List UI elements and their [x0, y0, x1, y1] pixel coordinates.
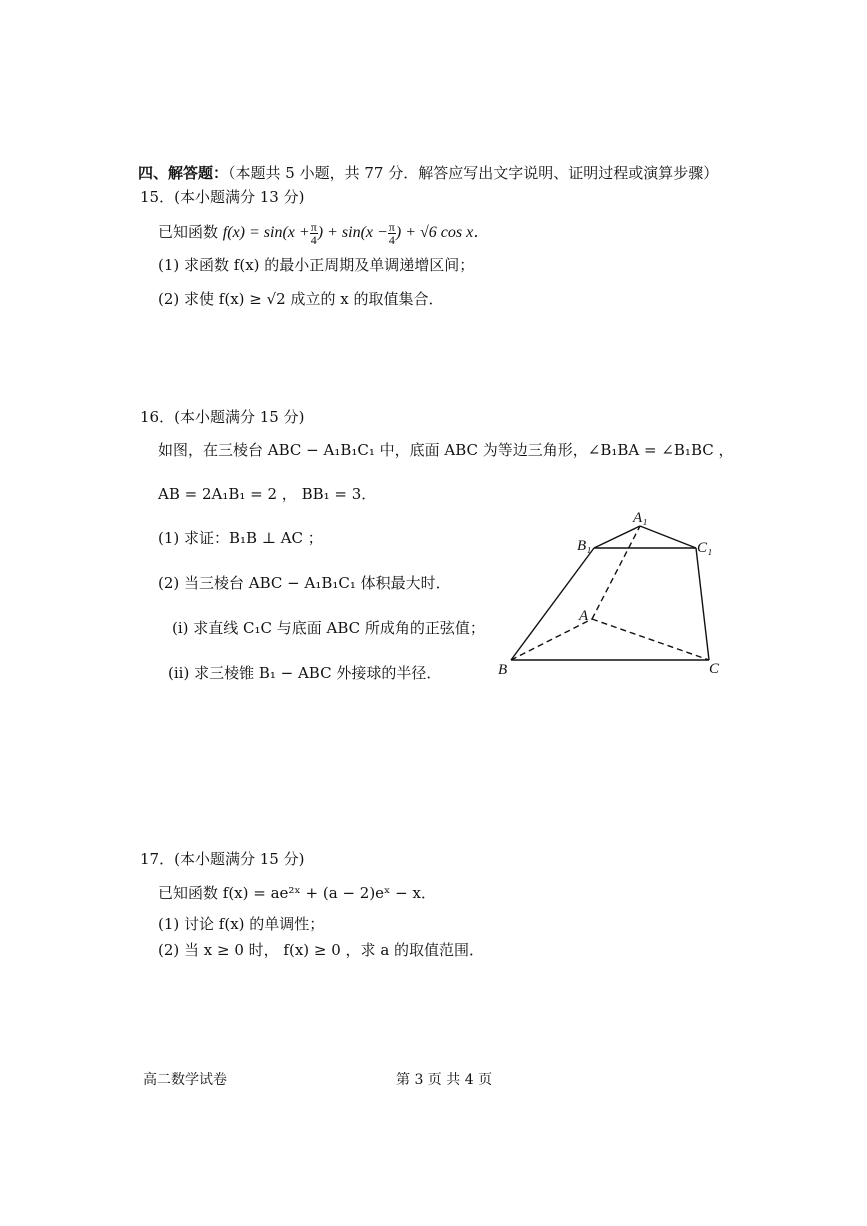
q15-frac-1 — [310, 221, 318, 246]
label-A: A — [579, 608, 589, 624]
q16-title: 16．(本小题满分 15 分) — [140, 408, 305, 426]
label-A1: A₁ — [633, 510, 648, 526]
frustum-diagram — [490, 508, 730, 680]
label-C: C — [709, 661, 720, 677]
frustum-figure — [490, 508, 730, 680]
q16-part-2-ii: (ii) 求三棱锥 B₁ − ABC 外接球的半径． — [168, 664, 442, 682]
section-header — [138, 163, 718, 183]
q15-stem — [158, 218, 489, 247]
edge-AC-hidden — [592, 619, 709, 660]
footer-page-number: 第 3 页 共 4 页 — [396, 1072, 493, 1088]
frac-denominator: 4 — [388, 232, 395, 247]
q16-part-1: (1) 求证：B₁B ⊥ AC ； — [158, 529, 323, 547]
q15-part-2: (2) 求使 f(x) ≥ √2 成立的 x 的取值集合． — [158, 290, 444, 308]
q15-title: 15．(本小题满分 13 分) — [140, 188, 305, 206]
section-heading: 四、解答题： — [138, 164, 229, 182]
q17-part-2: (2) 当 x ≥ 0 时， f(x) ≥ 0 ，求 a 的取值范围． — [158, 941, 485, 959]
label-B: B — [498, 662, 508, 678]
q16-stem-2: AB = 2A₁B₁ = 2 ， BB₁ = 3． — [158, 485, 377, 503]
q16-part-2-i: (i) 求直线 C₁C 与底面 ABC 所成角的正弦值； — [172, 619, 485, 637]
q17-part-1: (1) 讨论 f(x) 的单调性； — [158, 915, 325, 933]
frac-numerator: π — [310, 219, 317, 234]
label-C1: C₁ — [697, 540, 713, 556]
q16-stem-1: 如图，在三棱台 ABC − A₁B₁C₁ 中，底面 ABC 为等边三角形，∠B₁BA = ∠B₁BC ， — [158, 441, 734, 459]
edge-B1A1 — [594, 526, 640, 548]
footer-title: 高二数学试卷 — [143, 1072, 227, 1088]
q17-stem: 已知函数 f(x) = ae²ˣ + (a − 2)eˣ − x． — [158, 884, 436, 902]
section-note: （本题共 5 小题，共 77 分．解答应写出文字说明、证明过程或演算步骤） — [228, 164, 719, 182]
edge-A1C1 — [640, 526, 696, 548]
edge-AA1-hidden — [592, 526, 640, 619]
frac-denominator: 4 — [310, 232, 317, 247]
q15-stem-pre: 已知函数 — [158, 223, 219, 241]
edge-BB1 — [511, 548, 594, 660]
edge-CC1 — [696, 548, 709, 660]
q15-part-1: (1) 求函数 f(x) 的最小正周期及单调递增区间； — [158, 256, 475, 274]
frac-numerator: π — [388, 219, 395, 234]
label-B1: B₁ — [577, 538, 592, 554]
q15-expr-c: ) + √6 cos x． — [395, 224, 490, 241]
q15-frac-2 — [388, 221, 396, 246]
q15-expr-b: ) + sin(x − — [317, 224, 388, 241]
q16-part-2: (2) 当三棱台 ABC − A₁B₁C₁ 体积最大时． — [158, 574, 451, 592]
edge-BA-hidden — [511, 619, 592, 660]
q15-expr-a: f(x) = sin(x + — [222, 224, 310, 241]
q17-title: 17．(本小题满分 15 分) — [140, 850, 305, 868]
